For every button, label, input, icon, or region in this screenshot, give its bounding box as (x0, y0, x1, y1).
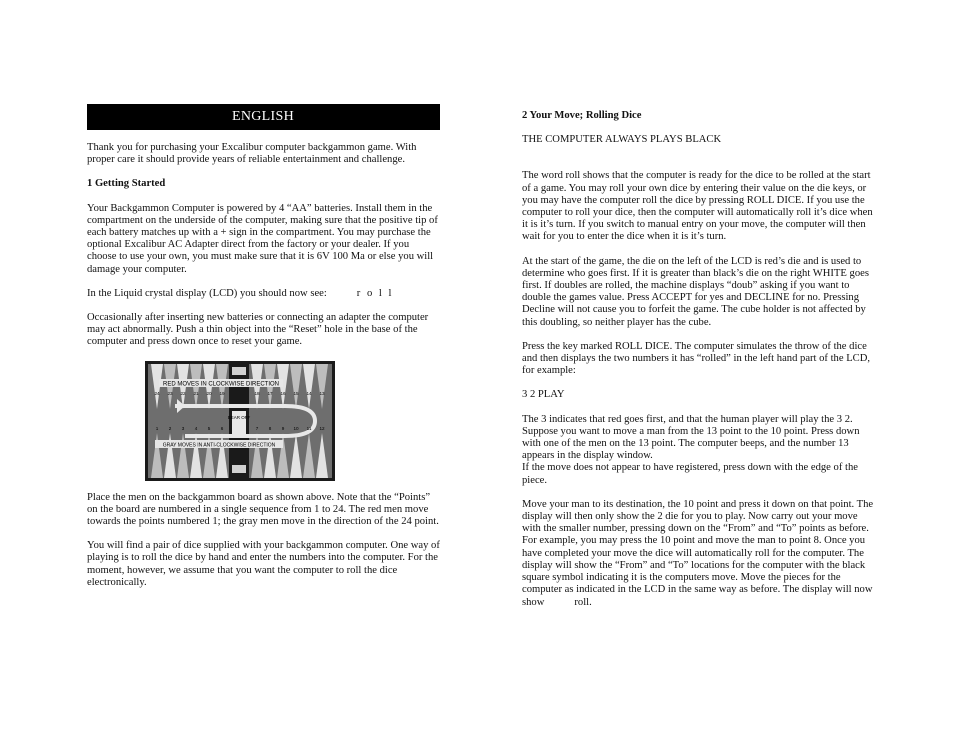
point-number-bottom: 11 (306, 425, 312, 431)
placement-paragraph: Place the men on the backgammon board as shown above. Note that the “Points” on the board are numbered in a single sequence from 1 to 24. The red men move towards the points numbered 1; the gray men move in the direction of the 24 point. (87, 491, 439, 528)
point-number-top: 18 (254, 390, 260, 396)
point-number-top: 21 (193, 390, 199, 396)
backgammon-board-diagram (145, 361, 335, 481)
point-number-top: 20 (206, 390, 212, 396)
point-number-bottom: 2 (168, 425, 172, 431)
point-number-top: 13 (319, 390, 325, 396)
point-number-bottom: 6 (220, 425, 224, 431)
point-number-bottom: 7 (255, 425, 259, 431)
bear-off-label: BEAR OFF (227, 414, 251, 420)
point-number-top: 14 (306, 390, 312, 396)
point-number-top: 23 (167, 390, 173, 396)
point-number-bottom: 1 (155, 425, 159, 431)
point-number-top: 19 (219, 390, 225, 396)
indicates-paragraph: The 3 indicates that red goes first, and that the human player will play the 3 2. Suppose you want to move a man from the 13 point to the 10 point. Press down with one of the men on the 13 point. The computer beeps, and the number 13 appears in the display window. (522, 413, 860, 462)
point-number-bottom: 9 (281, 425, 285, 431)
point-number-bottom: 12 (319, 425, 325, 431)
lcd-paragraph (87, 288, 440, 300)
left-column (87, 104, 440, 589)
point-number-bottom: 4 (194, 425, 198, 431)
batteries-paragraph: Your Backgammon Computer is powered by 4 “AA” batteries. Install them in the compartment on the underside of the computer, making sure that the positive tip of each battery matches up with a + sign in the compartment. You may purchase the optional Excalibur AC Adapter direct from the factory or your dealer. If you choose to use your own, you must make sure that it is 6V 100 Ma or else you will damage your computer. (87, 202, 438, 275)
point-number-top: 15 (293, 390, 299, 396)
reset-paragraph: Occasionally after inserting new batteries or connecting an adapter the computer may act abnormally. Push a thin object into the “Reset” hole in the base of the computer and press down once to reset your game. (87, 312, 429, 348)
point-number-top: 16 (280, 390, 286, 396)
start-game-paragraph: At the start of the game, the die on the left of the LCD is red’s die and is used to determine who goes first. If it is greater than black’s die on the right WHITE goes first. If doubles are rolled, the machine displays “doub” asking if you want to double the games value. Press ACCEPT for yes and DECLINE for no. Pressing Decline will not cause you to forfeit the game. The cube holder is not affected by this doubling, so neither player has the cube. (522, 255, 869, 328)
point-number-top: 22 (180, 390, 186, 396)
right-column (522, 110, 874, 609)
lcd-text: In the Liquid crystal display (LCD) you should now see: (87, 287, 327, 299)
point-number-bottom: 10 (293, 425, 299, 431)
point-number-bottom: 8 (268, 425, 272, 431)
board-top-label: RED MOVES IN CLOCKWISE DIRECTION (162, 381, 280, 388)
move-man-paragraph (522, 499, 874, 609)
black-title: THE COMPUTER ALWAYS PLAYS BLACK (522, 134, 722, 146)
final-roll-text: roll. (574, 596, 592, 608)
point-number-bottom: 3 (181, 425, 185, 431)
not-registered-paragraph: If the move does not appear to have registered, press down with the edge of the piece. (522, 462, 858, 486)
point-number-top: 17 (267, 390, 273, 396)
intro-paragraph: Thank you for purchasing your Excalibur computer backgammon game. With proper care it should provide years of reliable entertainment and challenge. (87, 142, 417, 166)
point-number-bottom: 5 (207, 425, 211, 431)
roll-word-paragraph: The word roll shows that the computer is ready for the dice to be rolled at the start of a game. You may roll your own dice by entering their value on the die keys, or you may have the computer roll the dice by pressing ROLL DICE. If you use the computer to roll your dice, then the computer will automatically roll it’s dice when it is it’s turn. If you switch to manual entry on your move, the computer will then wait for you to enter the dice when it is it’s turn. (522, 170, 873, 243)
example-display: 3 2 PLAY (522, 389, 565, 401)
move-man-text: Move your man to its destination, the 10 point and press it down on that point. The display will then only show the 2 die for you to play. Now carry out your move with the smaller number, pressing down on the “From” and “To” points as before. For example, you may press the 10 point and move the man to point 8. Once you have completed your move the dice will automatically roll for the computer. The display will show the “From” and “To” locations for the computer with the black square symbol indicating it is the computers move. Move the pieces for the computer as indicated in the LCD in the same way as before. The display will now show (522, 498, 874, 608)
press-roll-paragraph: Press the key marked ROLL DICE. The computer simulates the throw of the dice and then displays the two numbers it has “rolled” in the left hand part of the LCD, for example: (522, 340, 871, 377)
point-number-top: 24 (154, 390, 160, 396)
board-bottom-label: GRAY MOVES IN ANTI-CLOCKWISE DIRECTION (162, 442, 276, 449)
section-1-title: 1 Getting Started (87, 178, 166, 190)
dice-paragraph: You will find a pair of dice supplied with your backgammon computer. One way of playing is to roll the dice by hand and enter the numbers into the computer. For the moment, however, we assume that you want the computer to roll the dice electronically. (87, 540, 440, 588)
language-header: ENGLISH (87, 104, 440, 130)
lcd-value: r o l l (356, 287, 394, 299)
section-2-title: 2 Your Move; Rolling Dice (522, 110, 642, 121)
